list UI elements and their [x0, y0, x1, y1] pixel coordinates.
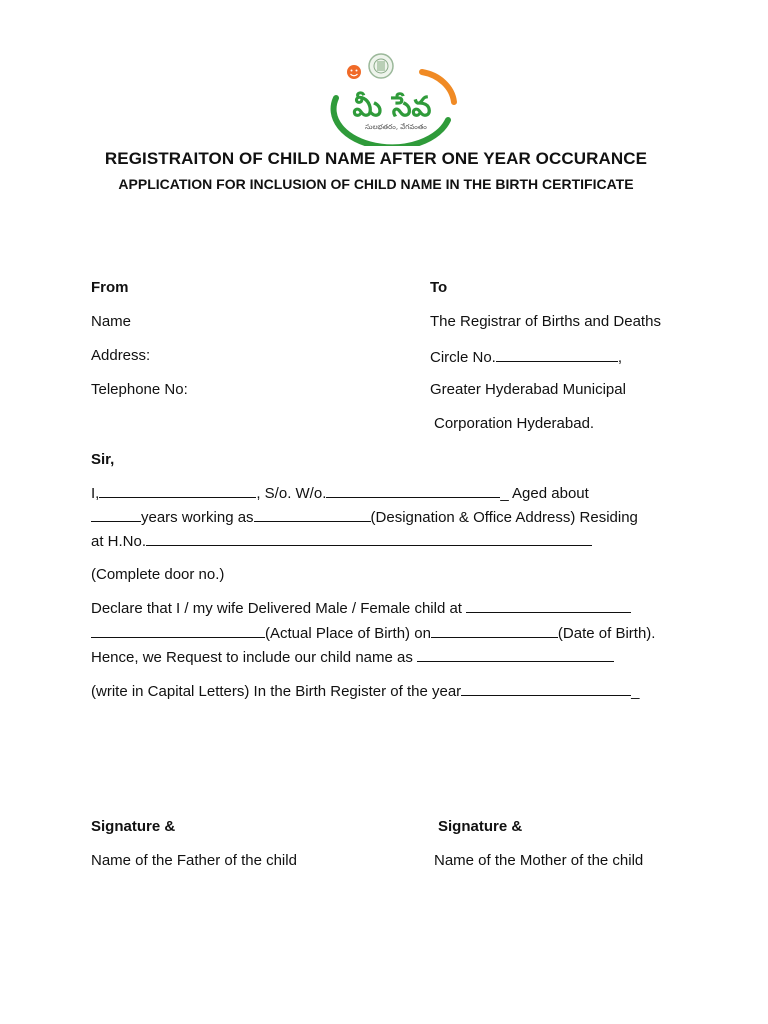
- to-corporation-line: Corporation Hyderabad.: [434, 415, 595, 432]
- actual-place-field[interactable]: [91, 623, 265, 638]
- meeseva-logo: [322, 50, 464, 146]
- applicant-name-field[interactable]: [99, 483, 256, 498]
- child-name-field[interactable]: [417, 647, 614, 662]
- request-line: [91, 647, 614, 667]
- form-title: REGISTRAITON OF CHILD NAME AFTER ONE YEAR OCCURANCE: [104, 149, 648, 168]
- meeseva-logo-graphic: [322, 50, 464, 146]
- from-name-label: Name: [91, 313, 132, 330]
- logo-tagline: సులభతరం, వేగవంతం: [365, 123, 427, 131]
- to-circle-line: [430, 347, 622, 367]
- register-year-label: (write in Capital Letters) In the Birth Register of the year: [91, 683, 462, 700]
- mother-signature-heading: Signature &: [438, 818, 523, 835]
- delivery-place-field[interactable]: [466, 598, 631, 613]
- actual-place-label: (Actual Place of Birth) on: [265, 625, 431, 642]
- logo-wordmark: మీ సేవ: [352, 90, 432, 123]
- applicant-i-label: I,: [91, 485, 100, 502]
- register-year-field[interactable]: [461, 681, 631, 696]
- to-heading: To: [430, 279, 448, 296]
- salutation: Sir,: [91, 451, 115, 468]
- years-working-label: years working as: [141, 509, 254, 526]
- declaration-line: [91, 598, 631, 618]
- residence-line: [91, 531, 592, 551]
- from-telephone-label: Telephone No:: [91, 381, 188, 398]
- register-year-tail: _: [631, 683, 640, 700]
- circle-label: Circle No.: [430, 349, 496, 366]
- so-wo-label: , S/o. W/o.: [256, 485, 327, 502]
- hno-label: at H.No.: [91, 533, 147, 550]
- designation-label: (Designation & Office Address) Residing: [370, 509, 638, 526]
- circle-suffix: ,: [617, 349, 623, 366]
- door-no-note: (Complete door no.): [91, 566, 225, 583]
- father-signature-heading: Signature &: [91, 818, 176, 835]
- parent-spouse-name-field[interactable]: [326, 483, 500, 498]
- to-ghm-line: Greater Hyderabad Municipal: [430, 381, 626, 398]
- designation-field[interactable]: [254, 507, 371, 522]
- occupation-line: [91, 507, 638, 527]
- mother-name-label: Name of the Mother of the child: [434, 852, 644, 869]
- to-registrar-line: The Registrar of Births and Deaths: [430, 313, 661, 330]
- father-name-label: Name of the Father of the child: [91, 852, 297, 869]
- applicant-line: [91, 483, 589, 503]
- from-address-label: Address:: [91, 347, 151, 364]
- form-subtitle: APPLICATION FOR INCLUSION OF CHILD NAME IN THE BIRTH CERTIFICATE: [118, 176, 634, 192]
- circle-no-field[interactable]: [496, 347, 618, 362]
- age-years-field[interactable]: [91, 507, 141, 522]
- declaration-label: Declare that I / my wife Delivered Male / Female child at: [91, 600, 462, 617]
- aged-about-label: _ Aged about: [500, 485, 589, 502]
- from-heading: From: [91, 279, 129, 296]
- request-label: Hence, we Request to include our child name as: [91, 649, 413, 666]
- date-of-birth-field[interactable]: [431, 623, 558, 638]
- birth-details-line: [91, 623, 655, 643]
- house-number-field[interactable]: [146, 531, 592, 546]
- smiley-icon: [347, 65, 361, 79]
- register-year-line: [91, 681, 640, 701]
- date-of-birth-label: (Date of Birth).: [557, 625, 656, 642]
